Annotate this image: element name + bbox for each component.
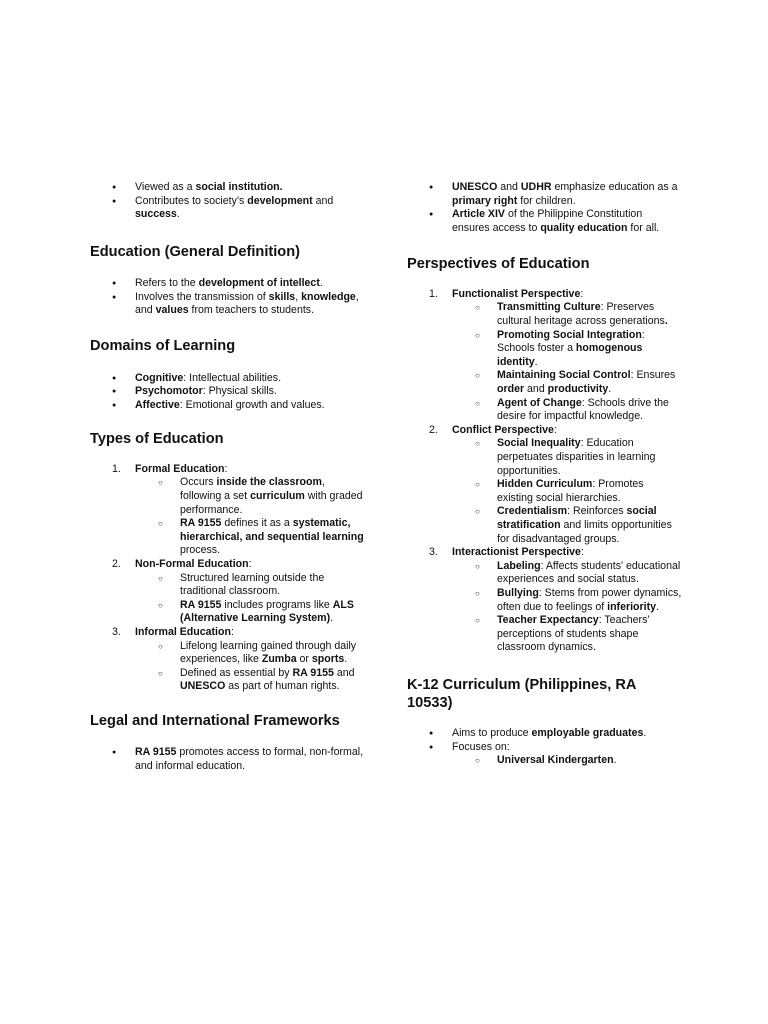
list-item: ● Cognitive: Intellectual abilities.	[90, 372, 365, 386]
left-column	[90, 181, 365, 774]
section-heading-legal: Legal and International Frameworks	[90, 712, 340, 729]
list-item-label: Focuses on:	[452, 740, 510, 753]
sub-list	[452, 560, 682, 655]
list-number: 3.	[429, 546, 438, 559]
sub-list-item: ○ Lifelong learning gained through daily experiences, like Zumba or sports.	[135, 640, 365, 667]
list-item-label: Interactionist Perspective:	[452, 546, 584, 559]
types-list	[90, 463, 365, 694]
domains-list	[90, 372, 365, 413]
list-item-label: Non-Formal Education:	[135, 558, 252, 570]
sub-list	[135, 640, 365, 694]
list-number: 1.	[112, 462, 121, 475]
sub-list-item: ○ Occurs inside the classroom, following a set curriculum with graded performance.	[135, 476, 365, 517]
sub-list	[452, 301, 682, 423]
sub-list-item: ○ Teacher Expectancy: Teachers’ perceptions of students shape classroom dynamics.	[452, 614, 682, 655]
list-item: ● Involves the transmission of skills, knowledge, and values from teachers to students.	[90, 291, 365, 318]
sub-list-item: ○ Credentialism: Reinforces social stratification and limits opportunities for disadvantaged groups.	[452, 505, 682, 546]
section-heading-general-definition: Education (General Definition)	[90, 243, 300, 260]
list-item	[90, 463, 365, 558]
perspectives-list	[407, 288, 682, 655]
section-heading-perspectives: Perspectives of Education	[407, 256, 590, 273]
sub-list	[452, 437, 682, 546]
sub-list-item: ○ Promoting Social Integration: Schools foster a homogenous identity.	[452, 329, 682, 370]
list-item: ● Article XIV of the Philippine Constitution ensures access to quality education for all.	[407, 208, 682, 235]
right-column	[407, 181, 682, 768]
sub-list-item: ○ Social Inequality: Education perpetuates disparities in learning opportunities.	[452, 437, 682, 478]
list-number: 3.	[112, 625, 121, 638]
list-item-label: Conflict Perspective:	[452, 423, 557, 436]
list-number: 2.	[429, 423, 438, 436]
legal-list	[90, 746, 365, 773]
list-item: ● Affective: Emotional growth and values.	[90, 399, 365, 413]
list-item	[90, 558, 365, 626]
sub-list-item: ○ Agent of Change: Schools drive the desire for impactful knowledge.	[452, 397, 682, 424]
sub-list	[452, 754, 682, 768]
sub-list-item: ○ Hidden Curriculum: Promotes existing social hierarchies.	[452, 478, 682, 505]
section-heading-domains: Domains of Learning	[90, 338, 236, 355]
sub-list-item: ○ Structured learning outside the traditional classroom.	[135, 572, 365, 599]
list-item	[90, 626, 365, 694]
list-item: ● Refers to the development of intellect.	[90, 277, 365, 291]
list-item: ● Psychomotor: Physical skills.	[90, 385, 365, 399]
list-item	[407, 546, 682, 655]
list-number: 1.	[429, 287, 438, 300]
sub-list	[135, 476, 365, 558]
sub-list-item: ○ Maintaining Social Control: Ensures order and productivity.	[452, 369, 682, 396]
list-item-label: Functionalist Perspective:	[452, 287, 584, 300]
list-number: 2.	[112, 558, 121, 570]
list-item-label: Formal Education:	[135, 462, 228, 475]
intro-list-left	[90, 181, 365, 222]
k12-list	[407, 727, 682, 768]
sub-list-item: ○ Transmitting Culture: Preserves cultural heritage across generations.	[452, 301, 682, 328]
section-heading-types: Types of Education	[90, 431, 224, 448]
sub-list-item: ○ Defined as essential by RA 9155 and UNESCO as part of human rights.	[135, 667, 365, 694]
list-item: ● Viewed as a social institution.	[90, 181, 365, 195]
general-definition-list	[90, 277, 365, 318]
sub-list-item: ○ Universal Kindergarten.	[452, 754, 682, 768]
list-item	[407, 741, 682, 768]
sub-list	[135, 572, 365, 626]
sub-list-item: ○ RA 9155 includes programs like ALS (Alternative Learning System).	[135, 599, 365, 626]
list-item	[407, 424, 682, 546]
sub-list-item: ○ Labeling: Affects students' educational experiences and social status.	[452, 560, 682, 587]
list-item: ● RA 9155 promotes access to formal, non-formal, and informal education.	[90, 746, 365, 773]
intro-list-right	[407, 181, 682, 235]
list-item: ● Aims to produce employable graduates.	[407, 727, 682, 741]
list-item: ● Contributes to society’s development and success.	[90, 195, 365, 222]
section-heading-k12: K-12 Curriculum (Philippines, RA 10533)	[407, 676, 636, 712]
list-item: ● UNESCO and UDHR emphasize education as a primary right for children.	[407, 181, 682, 208]
list-item-label: Informal Education:	[135, 625, 234, 638]
sub-list-item: ○ Bullying: Stems from power dynamics, often due to feelings of inferiority.	[452, 587, 682, 614]
sub-list-item: ○ RA 9155 defines it as a systematic, hierarchical, and sequential learning process.	[135, 517, 365, 558]
list-item	[407, 288, 682, 424]
